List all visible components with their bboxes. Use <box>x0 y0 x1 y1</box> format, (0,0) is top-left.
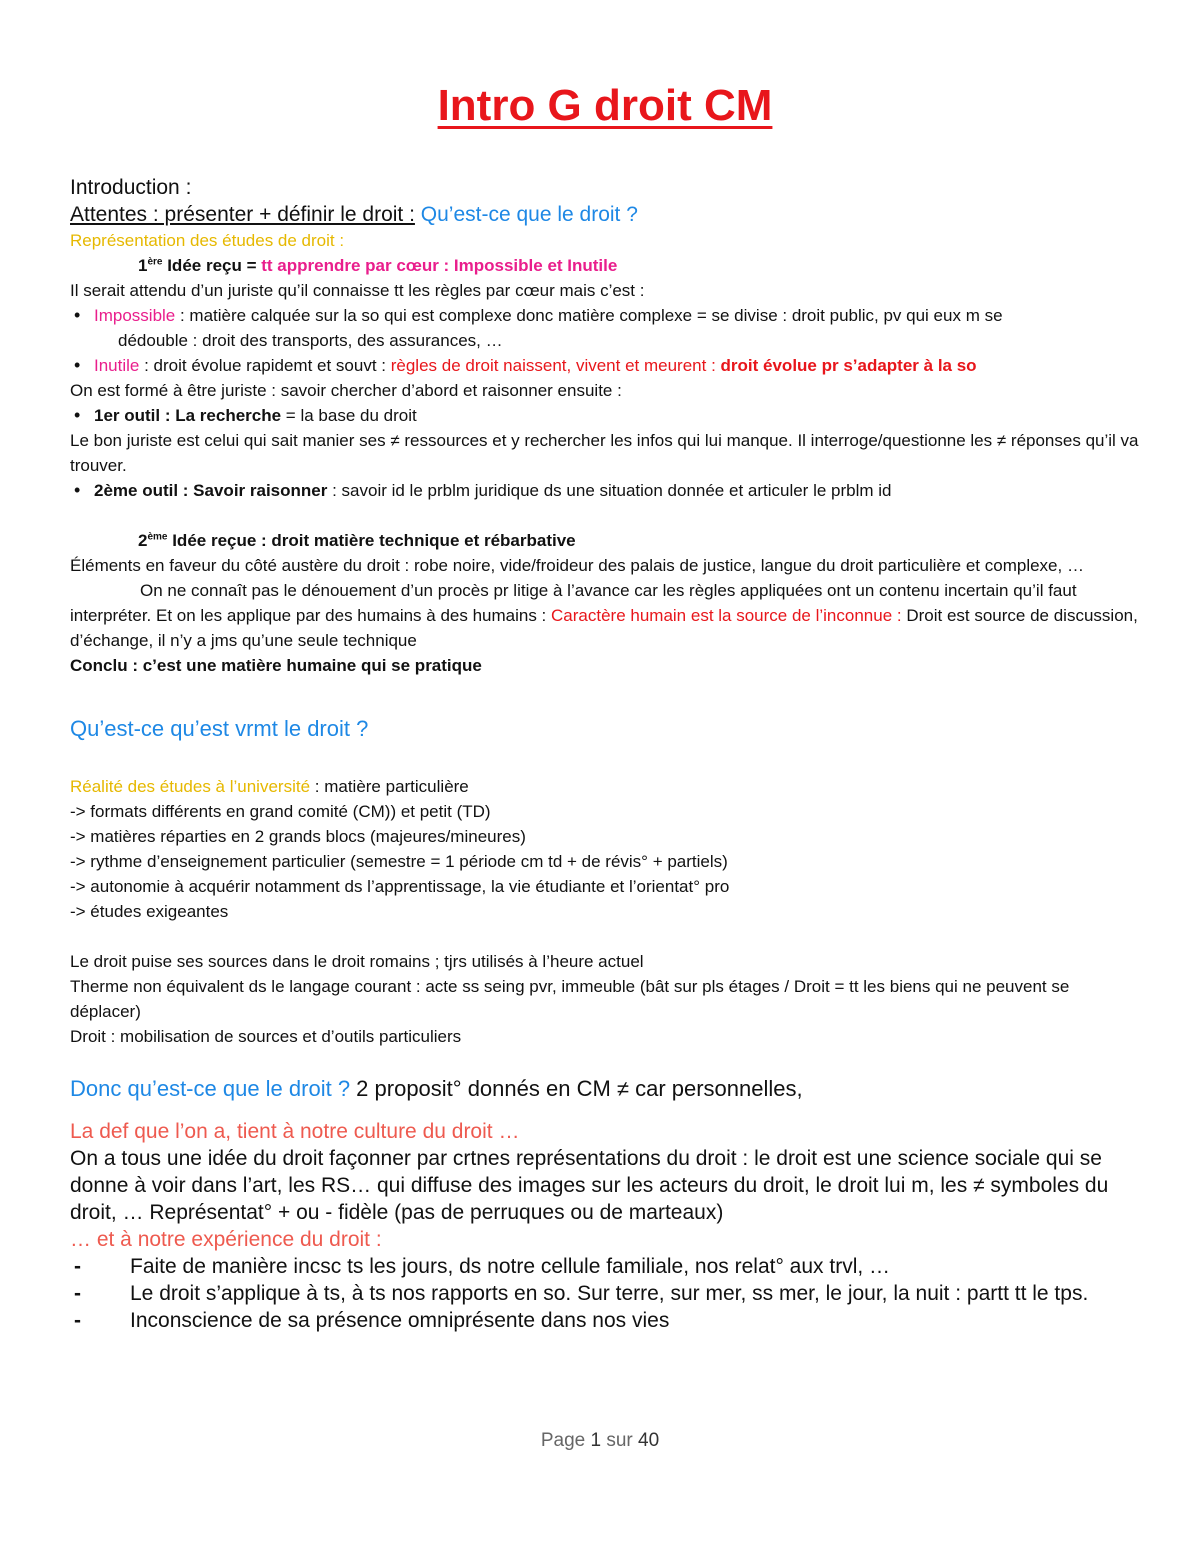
proces-paragraph: On ne connaît pas le dénouement d’un procès pr litige à l’avance car les règles appliquées ont un contenu incertain qu’il faut interpréter. Et on les applique par des humains à des humains : Caractère humain est la source de l’inconnue : Droit est source de discussion, d’échange, il n’y a jms qu’une seule technique <box>70 581 1138 650</box>
idee2-line: 2ème Idée reçue : droit matière technique et rébarbative <box>138 531 576 550</box>
idee1-rest: tt apprendre par cœur : Impossible et Inutile <box>261 256 618 275</box>
arrow-item: -> matières réparties en 2 grands blocs (majeures/mineures) <box>70 827 526 846</box>
conclu-line: Conclu : c’est une matière humaine qui se pratique <box>70 656 482 675</box>
document-title: Intro G droit CM <box>437 81 773 130</box>
bon-juriste-paragraph: Le bon juriste est celui qui sait manier ses ≠ ressources et y rechercher les infos qui lui manque. Il interroge/questionne les ≠ réponses qu’il va trouver. <box>70 431 1139 475</box>
page-footer: Page 1 sur 40 <box>540 1430 660 1451</box>
attentes-line <box>70 201 1140 228</box>
bullet-outil2: • 2ème outil : Savoir raisonner : savoir id le prblm juridique ds une situation donnée et articuler le prblm id <box>70 478 1140 503</box>
intro-line: Introduction : <box>70 176 192 199</box>
idee1-line: 1ère Idée reçu = tt apprendre par cœur : Impossible et Inutile <box>138 256 618 275</box>
page-number: 1 <box>590 1430 602 1451</box>
bullet-outil1: • 1er outil : La recherche = la base du droit <box>70 403 1140 428</box>
dash-item: - Faite de manière incsc ts les jours, ds notre cellule familiale, nos relat° aux trvl, … <box>70 1253 1140 1280</box>
forme-line: On est formé à être juriste : savoir chercher d’abord et raisonner ensuite : <box>70 381 622 400</box>
def-line: La def que l’on a, tient à notre culture du droit … <box>70 1120 520 1143</box>
therme-paragraph: Therme non équivalent ds le langage courant : acte ss seing pvr, immeuble (bât sur pls étages / Droit = tt les biens qui ne peuvent se déplacer) <box>70 977 1070 1021</box>
attentes-prefix: Attentes : présenter + définir le droit : <box>70 203 415 226</box>
bullet-impossible: • Impossible : matière calquée sur la so qui est complexe donc matière complexe = se divise : droit public, pv qui eux m se <box>70 303 1140 328</box>
idee-droit-paragraph: On a tous une idée du droit façonner par crtnes représentations du droit : le droit est une science sociale qui se donne à voir dans l’art, les RS… qui diffuse des images sur les acteurs du droit, le droit lui m, les ≠ symboles du droit, … Représentat° + ou - fidèle (pas de perruques ou de marteaux) <box>70 1147 1109 1224</box>
donc-line: Donc qu’est-ce que le droit ? 2 proposit° donnés en CM ≠ car personnelles, <box>70 1076 803 1101</box>
representation-heading: Représentation des études de droit : <box>70 231 345 250</box>
realite-line: Réalité des études à l’université : matière particulière <box>70 777 469 796</box>
sources-line: Le droit puise ses sources dans le droit romains ; tjrs utilisés à l’heure actuel <box>70 952 644 971</box>
arrow-item: -> études exigeantes <box>70 902 229 921</box>
attendu-line: Il serait attendu d’un juriste qu’il connaisse tt les règles par cœur mais c’est : <box>70 281 645 300</box>
dash-item: - Le droit s’applique à ts, à ts nos rapports en so. Sur terre, sur mer, ss mer, le jour, la nuit : partt tt le tps. <box>70 1280 1140 1307</box>
arrow-item: -> formats différents en grand comité (CM)) et petit (TD) <box>70 802 491 821</box>
document-page <box>70 80 1140 1334</box>
arrow-item: -> rythme d’enseignement particulier (semestre = 1 période cm td + de révis° + partiels) <box>70 852 728 871</box>
dash-item: - Inconscience de sa présence omniprésente dans nos vies <box>70 1307 1140 1334</box>
page-total: 40 <box>638 1430 660 1451</box>
elements-paragraph: Éléments en faveur du côté austère du droit : robe noire, vide/froideur des palais de justice, langue du droit particulière et complexe, … <box>70 556 1084 575</box>
section-heading-vrmt: Qu’est-ce qu’est vrmt le droit ? <box>70 716 369 741</box>
attentes-question: Qu’est-ce que le droit ? <box>414 203 638 226</box>
bullet-inutile: • Inutile : droit évolue rapidemt et souvt : règles de droit naissent, vivent et meurent : droit évolue pr s’adapter à la so <box>70 353 1140 378</box>
arrow-item: -> autonomie à acquérir notamment ds l’apprentissage, la vie étudiante et l’orientat° pro <box>70 877 730 896</box>
experience-line: … et à notre expérience du droit : <box>70 1228 382 1251</box>
mobilisation-line: Droit : mobilisation de sources et d’outils particuliers <box>70 1027 462 1046</box>
bullet-impossible-cont: dédouble : droit des transports, des assurances, … <box>118 331 503 350</box>
